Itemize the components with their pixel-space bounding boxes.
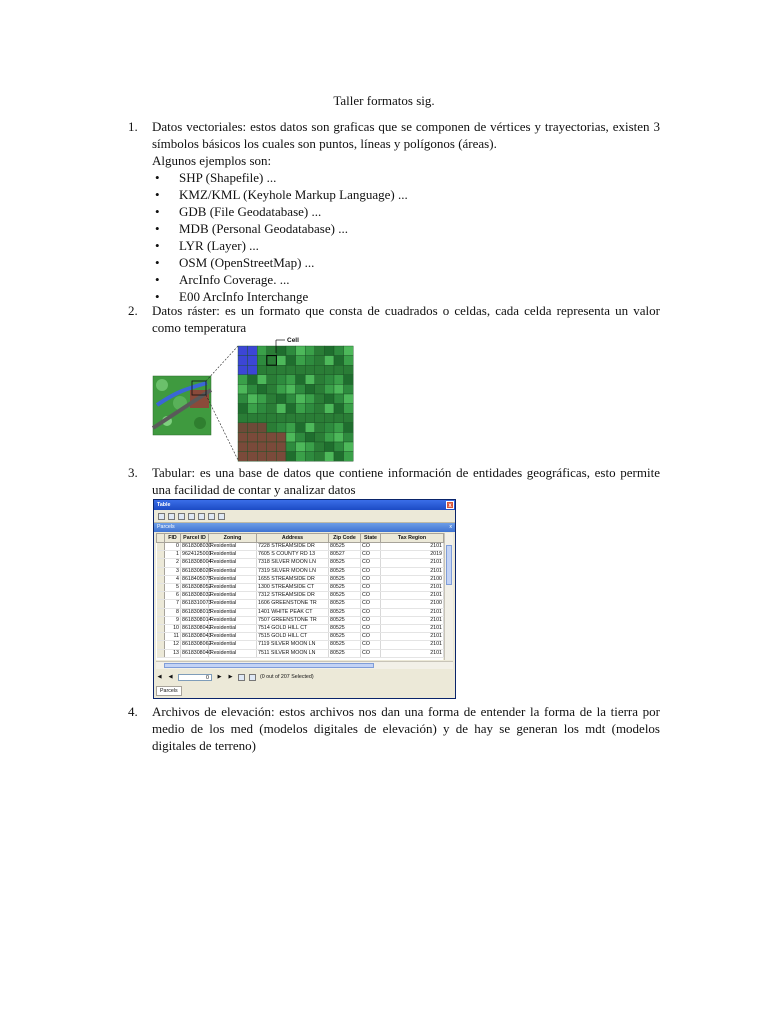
table-cell: Residential [209, 608, 257, 616]
table-row[interactable] [157, 616, 444, 624]
table-cell: 4 [165, 575, 181, 583]
list-item-2 [128, 302, 660, 336]
table-row[interactable] [157, 567, 444, 575]
previous-record-icon[interactable]: ◀ [168, 673, 173, 680]
table-cell: Residential [209, 592, 257, 600]
table-cell: 1300 STREAMSIDE CT [257, 584, 329, 592]
column-header[interactable]: Address [257, 534, 329, 543]
examples-label: Algunos ejemplos son: [152, 153, 272, 168]
table-cell: 2100 [381, 600, 444, 608]
table-cell: 9 [165, 616, 181, 624]
table-cell: CO [361, 592, 381, 600]
table-cell: 80525 [329, 625, 361, 633]
list-item-4 [128, 703, 660, 754]
table-name: Parcels [157, 524, 175, 530]
tab-parcels[interactable]: Parcels [156, 686, 182, 696]
switch-selection-icon[interactable] [188, 513, 195, 520]
table-cell: 8618308014 [182, 616, 212, 623]
table-cell: 80525 [329, 584, 361, 592]
list-item-3 [128, 464, 660, 498]
table-cell: 7318 SILVER MOON LN [257, 559, 329, 567]
table-cell: CO [361, 543, 381, 551]
table-cell: 8618308015 [182, 608, 212, 615]
table-cell: 80525 [329, 608, 361, 616]
last-record-icon[interactable]: ▶ [228, 673, 233, 680]
table-row[interactable] [157, 633, 444, 641]
table-row[interactable] [157, 649, 444, 657]
window-title: Table [157, 502, 171, 508]
row-selector[interactable] [157, 551, 165, 559]
table-cell: 7514 GOLD HILL CT [257, 625, 329, 633]
list-item: • LYR (Layer) ... [155, 238, 259, 253]
table-cell: 8618308032 [182, 592, 212, 599]
column-header[interactable]: Parcel ID [181, 534, 209, 543]
list-item: • E00 ArcInfo Interchange [155, 289, 309, 304]
close-button[interactable]: x [446, 501, 454, 509]
clear-selection-icon[interactable] [198, 513, 205, 520]
table-cell: Residential [209, 559, 257, 567]
bullet-icon: • [155, 170, 160, 185]
table-cell: CO [361, 641, 381, 649]
table-cell: 1401 WHITE PEAK CT [257, 608, 329, 616]
table-cell: 8618405075 [182, 575, 212, 582]
table-cell: 2101 [381, 592, 444, 600]
window-titlebar[interactable] [154, 500, 455, 510]
table-cell: 2101 [381, 543, 444, 551]
row-selector[interactable] [157, 567, 165, 575]
table-cell: 80525 [329, 641, 361, 649]
table-cell: Residential [209, 575, 257, 583]
table-cell: 80525 [329, 633, 361, 641]
bullet-icon: • [155, 187, 160, 202]
select-by-attributes-icon[interactable] [178, 513, 185, 520]
table-tabs [156, 686, 453, 696]
table-cell: 1606 GREENSTONE TR [257, 600, 329, 608]
table-cell: Residential [209, 600, 257, 608]
bullet-icon: • [155, 204, 160, 219]
table-row[interactable] [157, 592, 444, 600]
row-selector[interactable] [157, 584, 165, 592]
table-row[interactable] [157, 543, 444, 551]
table-cell: Residential [209, 641, 257, 649]
close-table-icon[interactable]: x [449, 524, 452, 530]
column-header[interactable]: Zoning [209, 534, 257, 543]
column-header[interactable]: FID [165, 534, 181, 543]
item-number: 1. [128, 119, 138, 134]
vertical-scrollbar[interactable] [444, 533, 453, 660]
table-cell: 8618308026 [182, 567, 212, 574]
table-row[interactable] [157, 584, 444, 592]
table-cell: 2101 [381, 584, 444, 592]
row-selector[interactable] [157, 575, 165, 583]
table-grid [156, 533, 443, 660]
bullet-icon: • [155, 289, 160, 304]
table-cell: 80525 [329, 567, 361, 575]
table-cell: 2101 [381, 625, 444, 633]
table-cell: CO [361, 608, 381, 616]
attribute-table [156, 533, 444, 658]
table-cell: CO [361, 559, 381, 567]
zoom-to-selected-icon[interactable] [208, 513, 215, 520]
table-cell: CO [361, 625, 381, 633]
column-header[interactable]: State [361, 534, 381, 543]
table-cell: 9624125001 [182, 551, 212, 558]
table-cell: CO [361, 633, 381, 641]
table-cell: CO [361, 551, 381, 559]
table-cell: CO [361, 575, 381, 583]
row-selector[interactable] [157, 559, 165, 567]
table-cell: 12 [165, 641, 181, 649]
next-record-icon[interactable]: ▶ [217, 673, 222, 680]
table-cell: 8618308043 [182, 633, 212, 640]
table-cell: 80525 [329, 592, 361, 600]
table-cell: 8618308040 [182, 649, 212, 656]
table-cell: 13 [165, 649, 181, 657]
table-cell: 2 [165, 559, 181, 567]
record-number-input[interactable]: 0 [178, 674, 212, 681]
table-cell: Residential [209, 584, 257, 592]
row-selector[interactable] [157, 641, 165, 649]
column-header[interactable]: Tax Region [381, 534, 444, 543]
raster-grid [238, 346, 353, 461]
row-selector[interactable] [157, 625, 165, 633]
table-cell: 80525 [329, 575, 361, 583]
list-item: • OSM (OpenStreetMap) ... [155, 255, 315, 270]
table-cell: 11 [165, 633, 181, 641]
list-item: • ArcInfo Coverage. ... [155, 272, 290, 287]
table-cell: 7515 GOLD HILL CT [257, 633, 329, 641]
table-cell: 2101 [381, 649, 444, 657]
list-item: • KMZ/KML (Keyhole Markup Language) ... [155, 187, 408, 202]
table-cell: CO [361, 600, 381, 608]
table-cell: 6 [165, 592, 181, 600]
table-cell: 1 [165, 551, 181, 559]
row-selector[interactable] [157, 592, 165, 600]
table-cell: 7511 SILVER MOON LN [257, 649, 329, 657]
table-cell: 2101 [381, 641, 444, 649]
horizontal-scrollbar[interactable] [156, 661, 453, 669]
item-text: Datos ráster: es un formato que consta de cuadrados o celdas, cada celda representa un valor como temperatura [152, 303, 660, 335]
bullet-list [152, 169, 660, 305]
table-cell: Residential [209, 633, 257, 641]
table-toolbar [154, 510, 455, 523]
table-cell: CO [361, 649, 381, 657]
table-cell: 8618310073 [182, 600, 212, 607]
table-cell: 7507 GREENSTONE TR [257, 616, 329, 624]
table-cell: 8618308052 [182, 584, 212, 591]
cell-label: Cell [287, 337, 299, 344]
table-row[interactable] [157, 575, 444, 583]
table-cell: 7605 S COUNTY RD 13 [257, 551, 329, 559]
table-cell: 7 [165, 600, 181, 608]
table-cell: 7119 SILVER MOON LN [257, 641, 329, 649]
list-item: • MDB (Personal Geodatabase) ... [155, 221, 348, 236]
table-cell: 80525 [329, 600, 361, 608]
table-cell: Residential [209, 567, 257, 575]
item-text: Datos vectoriales: estos datos son graficas que se componen de vértices y trayectorias, existen 3 símbolos básicos los cuales son puntos, líneas y polígonos (áreas). [152, 119, 660, 151]
page-title: Taller formatos sig. [333, 93, 435, 108]
table-cell: 3 [165, 567, 181, 575]
item-text: Tabular: es una base de datos que contiene información de entidades geográficas, esto permite una facilidad de contar y analizar datos [152, 465, 660, 497]
bullet-icon: • [155, 238, 160, 253]
bullet-icon: • [155, 255, 160, 270]
table-cell: 7228 STREAMSIDE DR [257, 543, 329, 551]
table-cell: 2101 [381, 567, 444, 575]
table-cell: CO [361, 616, 381, 624]
table-cell: 5 [165, 584, 181, 592]
table-options-icon[interactable] [158, 513, 165, 520]
table-cell: Residential [209, 649, 257, 657]
attribute-table-window [153, 499, 456, 699]
show-selected-records-icon[interactable] [249, 674, 256, 681]
table-cell: Residential [209, 616, 257, 624]
table-cell: 2019 [381, 551, 444, 559]
table-row[interactable] [157, 625, 444, 633]
table-cell: Residential [209, 543, 257, 551]
table-cell: 7319 SILVER MOON LN [257, 567, 329, 575]
related-tables-icon[interactable] [168, 513, 175, 520]
bullet-icon: • [155, 221, 160, 236]
record-navigation [156, 672, 453, 682]
table-cell: 2101 [381, 559, 444, 567]
item-number: 2. [128, 303, 138, 318]
row-selector[interactable] [157, 616, 165, 624]
table-cell: 80525 [329, 559, 361, 567]
selection-status: (0 out of 207 Selected) [260, 674, 314, 680]
delete-selected-icon[interactable] [218, 513, 225, 520]
item-number: 3. [128, 465, 138, 480]
table-cell: Residential [209, 625, 257, 633]
table-cell: 80525 [329, 616, 361, 624]
table-row[interactable] [157, 608, 444, 616]
list-item: • GDB (File Geodatabase) ... [155, 204, 322, 219]
raster-figure [152, 333, 358, 461]
item-number: 4. [128, 704, 138, 719]
table-cell: 8618308042 [182, 625, 212, 632]
table-cell: CO [361, 567, 381, 575]
table-cell: 0 [165, 543, 181, 551]
list-item: • SHP (Shapefile) ... [155, 170, 277, 185]
table-cell: 8 [165, 608, 181, 616]
row-selector[interactable] [157, 543, 165, 551]
table-cell: 1655 STREAMSIDE DR [257, 575, 329, 583]
table-cell: 2101 [381, 608, 444, 616]
row-selector[interactable] [157, 600, 165, 608]
row-selector[interactable] [157, 649, 165, 657]
table-row[interactable] [157, 559, 444, 567]
table-cell: CO [361, 584, 381, 592]
table-header-row [157, 534, 444, 543]
bullet-icon: • [155, 272, 160, 287]
table-cell: 2101 [381, 616, 444, 624]
table-row[interactable] [157, 600, 444, 608]
table-row[interactable] [157, 551, 444, 559]
column-header[interactable]: Zip Code [329, 534, 361, 543]
item-text: Archivos de elevación: estos archivos nos dan una forma de entender la forma de la tierra por medio de los med (modelos digitales de elevación) y de hay se generan los mdt (modelos digitales de terreno) [152, 704, 660, 753]
small-map-image [153, 376, 211, 435]
table-cell: 80525 [329, 649, 361, 657]
table-cell: 8618308030 [182, 543, 212, 549]
first-record-icon[interactable]: ◀ [157, 673, 162, 680]
list-item-1 [128, 118, 660, 305]
table-cell: 2100 [381, 575, 444, 583]
table-cell: Residential [209, 551, 257, 559]
table-cell: 2101 [381, 633, 444, 641]
table-cell: 7312 STREAMSIDE DR [257, 592, 329, 600]
table-cell: 80527 [329, 551, 361, 559]
row-selector-header[interactable] [157, 534, 165, 543]
row-selector[interactable] [157, 633, 165, 641]
table-cell: 80525 [329, 543, 361, 551]
table-row[interactable] [157, 641, 444, 649]
table-tab-header [154, 523, 455, 532]
table-cell: 8618308004 [182, 559, 212, 566]
show-all-records-icon[interactable] [238, 674, 245, 681]
table-cell: 8618308062 [182, 641, 212, 648]
row-selector[interactable] [157, 608, 165, 616]
table-cell: 10 [165, 625, 181, 633]
